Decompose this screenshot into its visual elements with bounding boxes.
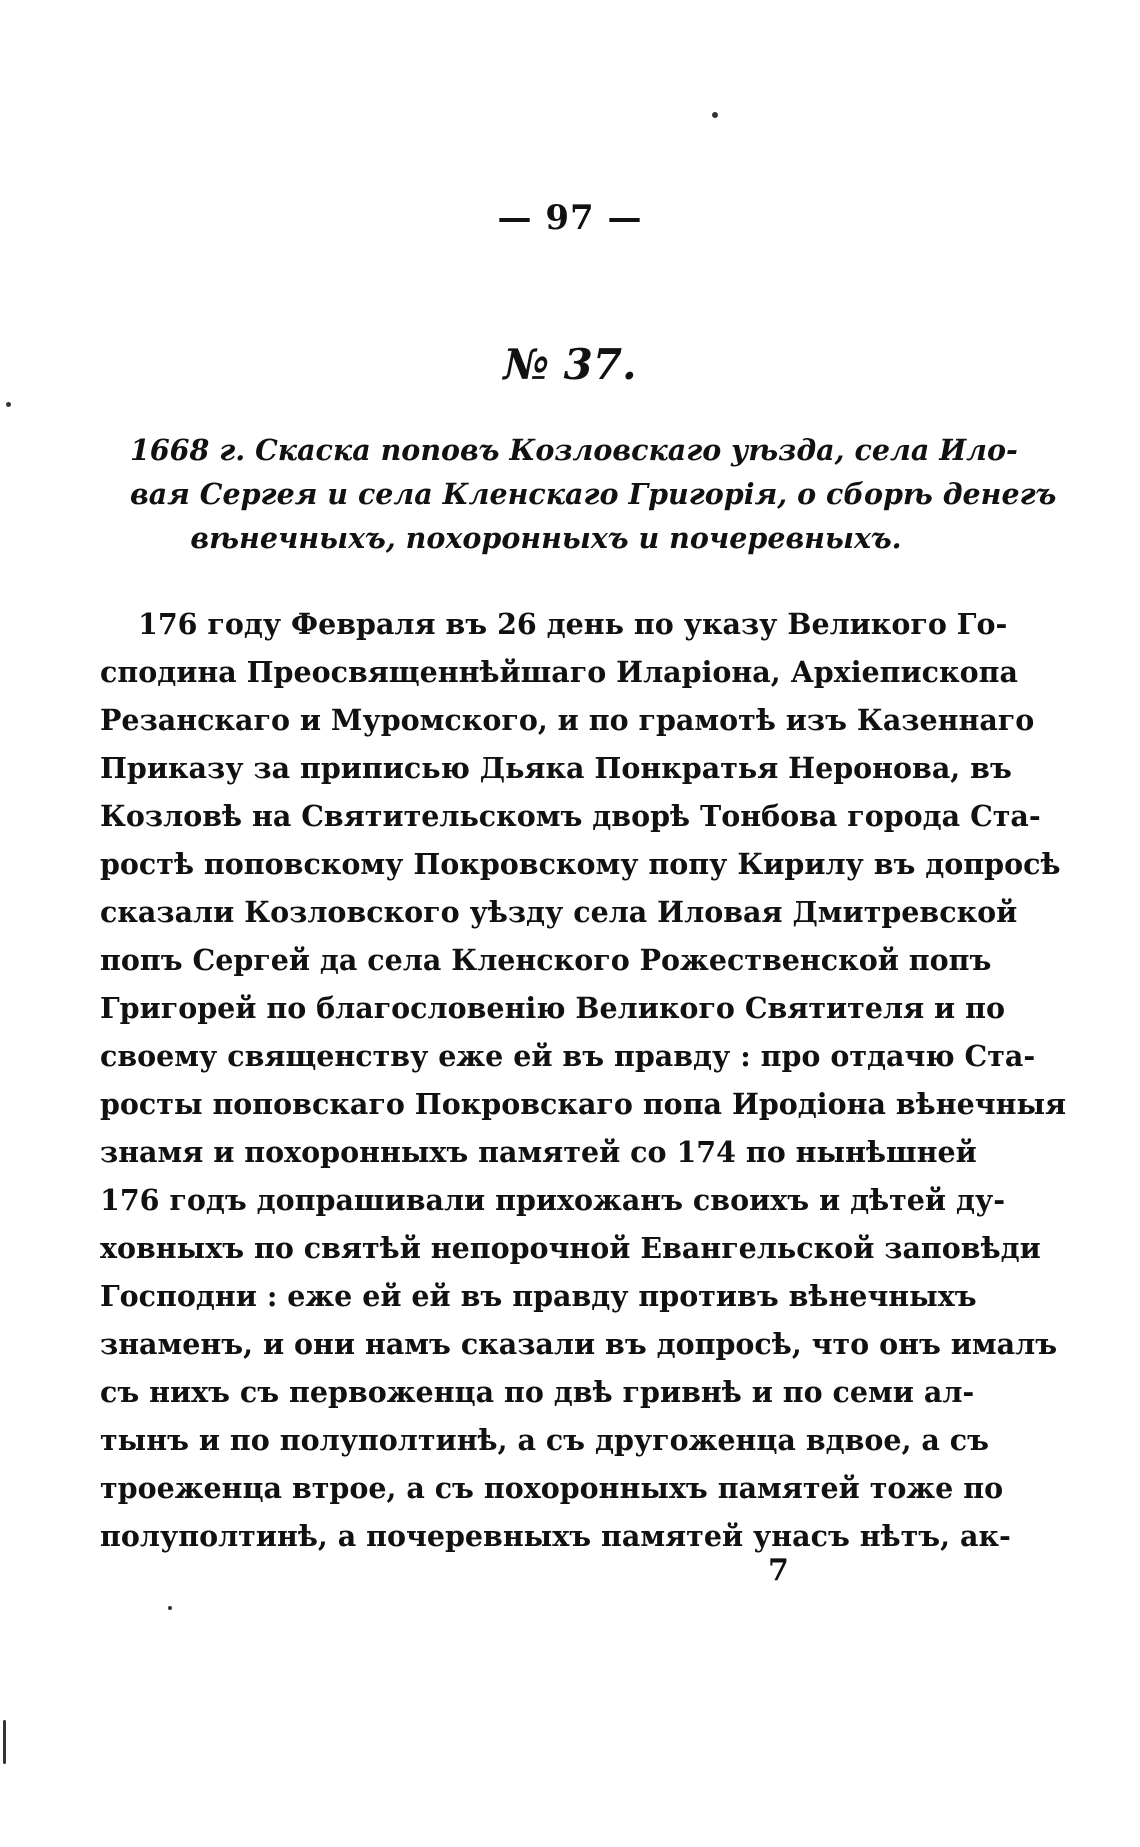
body-line: Господни : еже ей ей въ правду противъ вѣнечныхъ xyxy=(100,1279,977,1313)
body-line: ростѣ поповскому Покровскому попу Кирилу въ допросѣ xyxy=(100,847,1061,881)
body-line: Приказу за приписью Дьяка Понкратья Неронова, въ xyxy=(100,751,1012,785)
document-number: № 37. xyxy=(503,340,637,389)
scan-speck xyxy=(712,112,718,118)
scan-speck xyxy=(3,1720,6,1764)
body-line: съ нихъ съ первоженца по двѣ гривнѣ и по семи ал- xyxy=(100,1375,975,1409)
scan-speck xyxy=(168,1606,172,1610)
body-line: Резанскаго и Муромского, и по грамотѣ изъ Казеннаго xyxy=(100,703,1035,737)
body-line: попъ Сергей да села Кленского Рожественской попъ xyxy=(100,943,992,977)
signature-mark: 7 xyxy=(768,1553,789,1588)
body-line: Козловѣ на Святительскомъ дворѣ Тонбова города Ста- xyxy=(100,799,1041,833)
body-line: 176 годъ допрашивали прихожанъ своихъ и дѣтей ду- xyxy=(100,1183,1006,1217)
body-line: росты поповскаго Покровскаго попа Иродіона вѣнечныя xyxy=(100,1087,1067,1121)
body-line: троеженца втрое, а съ похоронныхъ памятей тоже по xyxy=(100,1471,1004,1505)
body-line: ховныхъ по святѣй непорочной Евангельской заповѣди xyxy=(100,1231,1041,1265)
body-line: сказали Козловского уѣзду села Иловая Дмитревской xyxy=(100,895,1018,929)
body-line: Григорей по благословенію Великого Святителя и по xyxy=(100,991,1005,1025)
body-line: знамя и похоронныхъ памятей со 174 по нынѣшней xyxy=(100,1135,977,1169)
body-line: полуполтинѣ, а почеревныхъ памятей унасъ нѣтъ, ак- xyxy=(100,1519,1011,1553)
heading-line: 1668 г. Скаска поповъ Козловскаго уѣзда, села Ило- xyxy=(130,433,1018,467)
body-line: тынъ и по полуполтинѣ, а съ другоженца вдвое, а съ xyxy=(100,1423,990,1457)
body-line: своему священству еже ей въ правду : про отдачю Ста- xyxy=(100,1039,1036,1073)
body-line: сподина Преосвященнѣйшаго Илaріона, Архіепископа xyxy=(100,655,1018,689)
body-text xyxy=(100,600,1067,1560)
page-number: — 97 — xyxy=(497,198,643,238)
body-line: знаменъ, и они намъ сказали въ допросѣ, что онъ имaлъ xyxy=(100,1327,1058,1361)
heading-line: вѣнечныхъ, похоронныхъ и почеревныхъ. xyxy=(190,521,902,555)
document-heading xyxy=(130,428,1057,560)
body-line: 176 году Февраля въ 26 день по указу Великого Го- xyxy=(138,607,1008,641)
heading-line: вая Сергея и села Кленскаго Григорія, о сборѣ денегъ xyxy=(130,477,1057,511)
scan-speck xyxy=(6,402,11,407)
